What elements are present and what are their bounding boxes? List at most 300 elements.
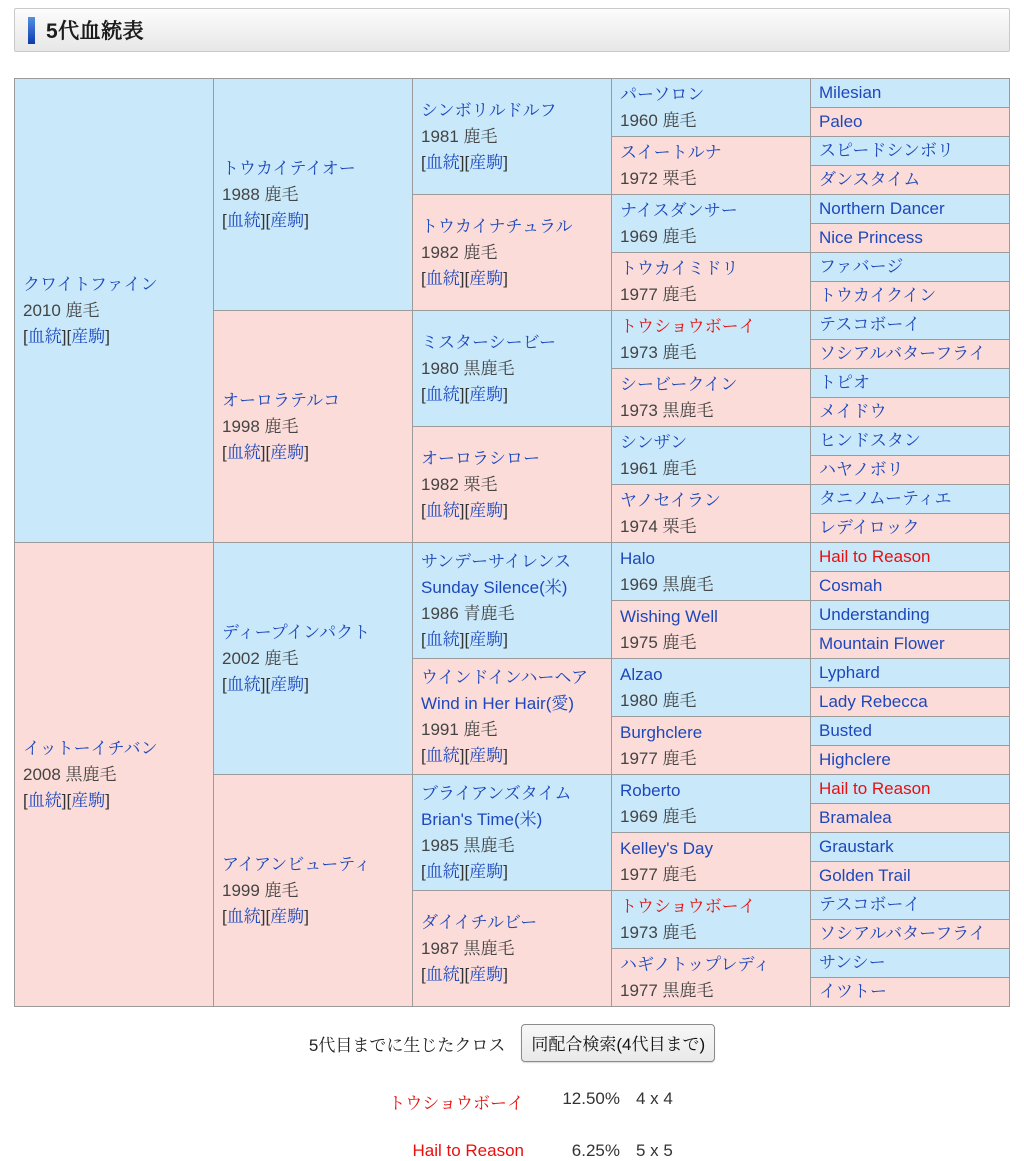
bracket-text: ] <box>503 384 508 404</box>
bracket-text: ] <box>459 629 465 649</box>
blood-link[interactable]: 血統 <box>226 442 261 462</box>
pedigree-cell <box>811 166 1010 195</box>
pedigree-cell <box>811 282 1010 311</box>
horse-name-link[interactable]: ディープインパクト <box>222 622 371 642</box>
offspring-link[interactable]: 産駒 <box>270 906 305 926</box>
horse-name-link[interactable]: シンボリルドルフ <box>421 100 557 120</box>
pedigree-cell <box>811 804 1010 833</box>
horse-info: 2010 鹿毛 <box>23 300 100 320</box>
horse-name-line <box>620 778 806 804</box>
horse-info: 1969 黒鹿毛 <box>620 574 714 594</box>
horse-name-line <box>421 98 607 124</box>
cross-pattern: 4 x 4 <box>636 1089 673 1108</box>
horse-name-link[interactable]: Nice Princess <box>819 228 923 247</box>
bracket-text: ] <box>304 210 309 230</box>
horse-name-link[interactable]: サンデーサイレンス <box>421 551 572 571</box>
pedigree-cell <box>811 514 1010 543</box>
horse-name-line <box>620 894 806 920</box>
horse-name-link[interactable]: タニノムーティエ <box>819 489 952 508</box>
horse-name-line <box>819 921 1005 947</box>
bracket-text: ] <box>304 674 309 694</box>
horse-name-line <box>819 370 1005 396</box>
horse-name-link[interactable]: クワイトファイン <box>23 274 158 294</box>
horse-info: 1986 青鹿毛 <box>421 603 515 623</box>
horse-name-link[interactable]: ウインドインハーヘア <box>421 667 588 687</box>
horse-name-line <box>819 341 1005 367</box>
blood-link[interactable]: 血統 <box>226 210 261 230</box>
horse-name-line <box>819 225 1005 251</box>
pedigree-cell <box>612 253 811 311</box>
horse-name-link[interactable]: ダイイチルビー <box>421 912 538 932</box>
horse-name-link[interactable]: Halo <box>620 548 655 568</box>
offspring-link[interactable]: 産駒 <box>71 326 106 346</box>
bracket-text: [ <box>421 268 426 288</box>
pedigree-cell <box>811 398 1010 427</box>
horse-name-line <box>819 196 1005 222</box>
horse-info: 1998 鹿毛 <box>222 416 299 436</box>
horse-name-line <box>819 660 1005 686</box>
section-header <box>14 8 1010 52</box>
pedigree-cell <box>811 543 1010 572</box>
horse-info: 1987 黒鹿毛 <box>421 938 515 958</box>
pedigree-cell <box>612 601 811 659</box>
horse-name-link[interactable]: トウカイクイン <box>819 286 937 305</box>
pedigree-cell <box>214 543 413 775</box>
pedigree-links <box>421 498 607 524</box>
horse-name-line <box>819 747 1005 773</box>
pedigree-cell <box>811 108 1010 137</box>
page-title: 5代血統表 <box>46 20 145 43</box>
horse-name-link[interactable]: テスコボーイ <box>819 315 921 334</box>
cross-horse-name[interactable]: Hail to Reason <box>412 1141 524 1160</box>
horse-name-link[interactable]: Alzao <box>620 664 663 684</box>
pedigree-cell <box>612 775 811 833</box>
horse-subname-line <box>421 691 607 717</box>
horse-name-link[interactable]: オーロラテルコ <box>222 390 341 410</box>
bracket-text: ] <box>459 861 465 881</box>
pedigree-cell <box>811 427 1010 456</box>
bracket-text: ] <box>459 964 465 984</box>
horse-name-line <box>819 602 1005 628</box>
pedigree-links <box>421 859 607 885</box>
blood-link[interactable]: 血統 <box>425 500 460 520</box>
pedigree-table <box>14 78 1010 1007</box>
horse-subname-link[interactable]: Brian's Time(米) <box>421 809 543 829</box>
bracket-text: ] <box>304 906 309 926</box>
pedigree-cell <box>811 659 1010 688</box>
bracket-text: [ <box>464 152 470 172</box>
horse-name-line <box>819 631 1005 657</box>
horse-name-link[interactable]: Lady Rebecca <box>819 692 928 711</box>
horse-name-line <box>620 662 806 688</box>
horse-info: 1982 鹿毛 <box>421 242 498 262</box>
horse-name-link[interactable]: サンシー <box>819 953 886 972</box>
blood-link[interactable]: 血統 <box>425 152 460 172</box>
pedigree-cell <box>612 369 811 427</box>
pedigree-row <box>15 543 1010 572</box>
horse-name-link[interactable]: シービークイン <box>620 374 738 394</box>
horse-name-link[interactable]: Hail to Reason <box>819 779 931 798</box>
horse-name-line <box>819 950 1005 976</box>
blood-link[interactable]: 血統 <box>425 964 460 984</box>
horse-name-line <box>819 138 1005 164</box>
horse-name-line <box>819 805 1005 831</box>
pedigree-cell <box>811 862 1010 891</box>
title-accent-bar-icon <box>28 17 35 44</box>
horse-name-link[interactable]: Busted <box>819 721 872 740</box>
pedigree-cell <box>811 630 1010 659</box>
horse-name-line <box>23 736 209 762</box>
bracket-text: [ <box>66 326 72 346</box>
pedigree-cell <box>811 891 1010 920</box>
same-mating-search-button[interactable]: 同配合検索(4代目まで) <box>521 1024 715 1062</box>
bracket-text: ] <box>503 268 508 288</box>
bracket-text: ] <box>105 790 110 810</box>
pedigree-links <box>222 672 408 698</box>
horse-name-line <box>819 283 1005 309</box>
pedigree-cell <box>811 137 1010 166</box>
horse-name-line <box>222 852 408 878</box>
pedigree-cell <box>413 79 612 195</box>
pedigree-cell <box>612 137 811 195</box>
blood-link[interactable]: 血統 <box>425 861 460 881</box>
bracket-text: ] <box>260 442 266 462</box>
horse-name-line <box>222 620 408 646</box>
bracket-text: ] <box>503 964 508 984</box>
bracket-text: [ <box>421 152 426 172</box>
horse-name-link[interactable]: ダンスタイム <box>819 170 921 189</box>
horse-name-line <box>421 446 607 472</box>
horse-name-line <box>620 488 806 514</box>
pedigree-cell <box>612 659 811 717</box>
horse-name-link[interactable]: トピオ <box>819 373 870 392</box>
horse-name-line <box>620 372 806 398</box>
pedigree-cell <box>811 949 1010 978</box>
horse-name-link[interactable]: Golden Trail <box>819 866 911 885</box>
horse-name-line <box>620 604 806 630</box>
horse-name-line <box>421 214 607 240</box>
horse-info: 1977 鹿毛 <box>620 864 697 884</box>
horse-subname-line <box>421 807 607 833</box>
horse-name-line <box>421 330 607 356</box>
horse-name-line <box>620 836 806 862</box>
bracket-text: [ <box>222 442 227 462</box>
horse-name-link[interactable]: メイドウ <box>819 402 887 421</box>
blood-link[interactable]: 血統 <box>425 268 460 288</box>
bracket-text: [ <box>265 210 271 230</box>
pedigree-cell <box>811 456 1010 485</box>
horse-name-link[interactable]: Lyphard <box>819 663 880 682</box>
horse-name-link[interactable]: Hail to Reason <box>819 547 931 566</box>
horse-info: 1977 鹿毛 <box>620 284 697 304</box>
horse-name-line <box>620 198 806 224</box>
pedigree-cell <box>811 195 1010 224</box>
pedigree-cell <box>811 978 1010 1007</box>
pedigree-cell <box>413 659 612 775</box>
blood-link[interactable]: 血統 <box>425 629 460 649</box>
horse-name-line <box>819 776 1005 802</box>
pedigree-cell <box>811 746 1010 775</box>
pedigree-cell <box>413 775 612 891</box>
blood-link[interactable]: 血統 <box>425 384 460 404</box>
horse-info: 1977 鹿毛 <box>620 748 697 768</box>
horse-name-link[interactable]: Roberto <box>620 780 681 800</box>
bracket-text: ] <box>61 790 67 810</box>
pedigree-cell <box>811 572 1010 601</box>
bracket-text: ] <box>61 326 67 346</box>
horse-name-link[interactable]: イットーイチバン <box>23 738 158 758</box>
horse-name-line <box>222 156 408 182</box>
pedigree-cell <box>811 717 1010 746</box>
bracket-text: ] <box>260 674 266 694</box>
horse-name-link[interactable]: Graustark <box>819 837 894 856</box>
pedigree-cell <box>612 833 811 891</box>
cross-pattern: 5 x 5 <box>636 1141 673 1160</box>
offspring-link[interactable]: 産駒 <box>270 674 305 694</box>
horse-name-link[interactable]: ミスターシービー <box>421 332 556 352</box>
horse-name-link[interactable]: シンザン <box>620 432 688 452</box>
horse-info: 1980 黒鹿毛 <box>421 358 515 378</box>
horse-info: 2008 黒鹿毛 <box>23 764 117 784</box>
blood-link[interactable]: 血統 <box>27 326 62 346</box>
pedigree-cell <box>612 543 811 601</box>
horse-name-line <box>819 457 1005 483</box>
horse-name-link[interactable]: ソシアルバターフライ <box>819 344 986 363</box>
pedigree-cell <box>612 195 811 253</box>
pedigree-links <box>421 382 607 408</box>
pedigree-cell <box>612 79 811 137</box>
cross-caption: 5代目までに生じたクロス <box>308 1035 506 1055</box>
horse-info: 1973 黒鹿毛 <box>620 400 714 420</box>
bracket-text: [ <box>23 790 28 810</box>
bracket-text: [ <box>222 906 227 926</box>
horse-name-link[interactable]: パーソロン <box>620 84 705 104</box>
cross-percent: 6.25% <box>571 1141 620 1160</box>
blood-link[interactable]: 血統 <box>226 674 261 694</box>
horse-name-line <box>819 486 1005 512</box>
horse-info: 1985 黒鹿毛 <box>421 835 515 855</box>
horse-name-line <box>819 399 1005 425</box>
horse-name-line <box>819 718 1005 744</box>
horse-name-link[interactable]: Milesian <box>819 83 882 102</box>
bracket-text: ] <box>459 152 465 172</box>
pedigree-cell <box>612 311 811 369</box>
horse-name-line <box>620 546 806 572</box>
horse-name-line <box>620 720 806 746</box>
horse-name-link[interactable]: Mountain Flower <box>819 634 945 653</box>
horse-name-line <box>819 312 1005 338</box>
bracket-text: [ <box>421 500 426 520</box>
horse-name-link[interactable]: Bramalea <box>819 808 892 827</box>
horse-name-link[interactable]: ヒンドスタン <box>819 431 921 450</box>
pedigree-cell <box>413 311 612 427</box>
bracket-text: [ <box>421 861 426 881</box>
bracket-text: [ <box>222 210 227 230</box>
bracket-text: [ <box>464 745 470 765</box>
offspring-link[interactable]: 産駒 <box>469 500 504 520</box>
bracket-text: ] <box>503 500 508 520</box>
horse-name-line <box>421 549 607 575</box>
pedigree-links <box>222 208 408 234</box>
pedigree-links <box>222 440 408 466</box>
bracket-text: ] <box>304 442 309 462</box>
pedigree-cell <box>811 485 1010 514</box>
offspring-link[interactable]: 産駒 <box>469 964 504 984</box>
blood-link[interactable]: 血統 <box>226 906 261 926</box>
horse-name-line <box>819 109 1005 135</box>
horse-name-link[interactable]: Northern Dancer <box>819 199 945 218</box>
horse-name-line <box>421 781 607 807</box>
bracket-text: [ <box>265 906 271 926</box>
horse-name-line <box>620 82 806 108</box>
horse-name-link[interactable]: Understanding <box>819 605 930 624</box>
horse-info: 1991 鹿毛 <box>421 719 498 739</box>
horse-subname-link[interactable]: Sunday Silence(米) <box>421 577 568 597</box>
pedigree-links <box>421 743 607 769</box>
blood-link[interactable]: 血統 <box>425 745 460 765</box>
bracket-text: ] <box>105 326 110 346</box>
offspring-link[interactable]: 産駒 <box>469 629 504 649</box>
offspring-link[interactable]: 産駒 <box>270 442 305 462</box>
horse-name-link[interactable]: Burghclere <box>620 722 703 742</box>
horse-name-line <box>23 272 209 298</box>
horse-info: 1977 黒鹿毛 <box>620 980 714 1000</box>
horse-name-line <box>819 689 1005 715</box>
horse-name-line <box>620 430 806 456</box>
pedigree-cell <box>612 485 811 543</box>
pedigree-cell <box>214 311 413 543</box>
horse-name-link[interactable]: ファバージ <box>819 257 904 276</box>
bracket-text: [ <box>464 384 470 404</box>
cross-search-bar <box>14 1024 1010 1062</box>
horse-name-line <box>819 167 1005 193</box>
horse-name-link[interactable]: トウショウボーイ <box>620 896 756 916</box>
horse-name-link[interactable]: レデイロック <box>819 518 920 537</box>
horse-name-line <box>819 80 1005 106</box>
horse-name-link[interactable]: ソシアルバターフライ <box>819 924 986 943</box>
horse-name-link[interactable]: テスコボーイ <box>819 895 921 914</box>
cross-horse-name[interactable]: トウショウボーイ <box>388 1094 524 1113</box>
pedigree-cell <box>811 224 1010 253</box>
pedigree-cell <box>612 717 811 775</box>
pedigree-cell <box>811 833 1010 862</box>
horse-name-link[interactable]: トウカイミドリ <box>620 258 739 278</box>
pedigree-cell <box>413 891 612 1007</box>
horse-name-line <box>421 665 607 691</box>
horse-name-link[interactable]: イツトー <box>819 982 887 1001</box>
horse-name-link[interactable]: ブライアンズタイム <box>421 783 572 803</box>
bracket-text: [ <box>464 268 470 288</box>
bracket-text: [ <box>464 861 470 881</box>
horse-name-link[interactable]: ハギノトップレディ <box>620 954 771 974</box>
pedigree-row <box>15 79 1010 108</box>
horse-name-line <box>620 256 806 282</box>
pedigree-cell <box>811 369 1010 398</box>
cross-row <box>14 1089 1010 1114</box>
bracket-text: [ <box>265 674 271 694</box>
horse-name-line <box>819 834 1005 860</box>
horse-name-link[interactable]: Highclere <box>819 750 891 769</box>
pedigree-links <box>421 266 607 292</box>
pedigree-cell <box>811 601 1010 630</box>
pedigree-cell <box>612 949 811 1007</box>
horse-name-link[interactable]: スピードシンボリ <box>819 141 954 160</box>
horse-info: 1961 鹿毛 <box>620 458 697 478</box>
pedigree-cell <box>214 775 413 1007</box>
horse-name-link[interactable]: Paleo <box>819 112 863 131</box>
horse-name-link[interactable]: Wishing Well <box>620 606 718 626</box>
horse-name-line <box>819 515 1005 541</box>
offspring-link[interactable]: 産駒 <box>270 210 305 230</box>
pedigree-cell <box>15 543 214 1007</box>
horse-name-link[interactable]: オーロラシロー <box>421 448 540 468</box>
horse-name-line <box>819 544 1005 570</box>
offspring-link[interactable]: 産駒 <box>469 384 504 404</box>
bracket-text: [ <box>265 442 271 462</box>
horse-info: 2002 鹿毛 <box>222 648 299 668</box>
bracket-text: [ <box>421 384 426 404</box>
horse-name-link[interactable]: Kelley's Day <box>620 838 714 858</box>
horse-name-link[interactable]: ヤノセイラン <box>620 490 721 510</box>
horse-name-line <box>819 428 1005 454</box>
horse-info: 1969 鹿毛 <box>620 806 697 826</box>
cross-percent: 12.50% <box>562 1089 620 1108</box>
bracket-text: [ <box>421 629 426 649</box>
offspring-link[interactable]: 産駒 <box>469 745 504 765</box>
horse-name-line <box>819 254 1005 280</box>
horse-name-link[interactable]: ナイスダンサー <box>620 200 738 220</box>
horse-name-link[interactable]: Cosmah <box>819 576 883 595</box>
horse-name-link[interactable]: トウカイナチュラル <box>421 216 573 236</box>
offspring-link[interactable]: 産駒 <box>71 790 106 810</box>
bracket-text: ] <box>459 384 465 404</box>
horse-info: 1981 鹿毛 <box>421 126 498 146</box>
bracket-text: [ <box>421 745 426 765</box>
horse-subname-link[interactable]: Wind in Her Hair(愛) <box>421 693 575 713</box>
horse-name-link[interactable]: アイアンビューティ <box>222 854 371 874</box>
horse-info: 1988 鹿毛 <box>222 184 299 204</box>
bracket-text: ] <box>503 629 508 649</box>
offspring-link[interactable]: 産駒 <box>469 152 504 172</box>
blood-link[interactable]: 血統 <box>27 790 62 810</box>
pedigree-cell <box>811 311 1010 340</box>
pedigree-cell <box>811 253 1010 282</box>
horse-name-link[interactable]: トウショウボーイ <box>620 316 756 336</box>
bracket-text: ] <box>260 906 266 926</box>
bracket-text: ] <box>459 500 465 520</box>
bracket-text: [ <box>23 326 28 346</box>
pedigree-cell <box>413 427 612 543</box>
pedigree-cell <box>811 688 1010 717</box>
horse-name-link[interactable]: トウカイテイオー <box>222 158 356 178</box>
offspring-link[interactable]: 産駒 <box>469 861 504 881</box>
horse-name-link[interactable]: ハヤノボリ <box>819 460 904 479</box>
horse-info: 1975 鹿毛 <box>620 632 697 652</box>
offspring-link[interactable]: 産駒 <box>469 268 504 288</box>
horse-name-line <box>819 979 1005 1005</box>
pedigree-cell <box>15 79 214 543</box>
pedigree-table-body <box>15 79 1010 1007</box>
horse-info: 1973 鹿毛 <box>620 922 697 942</box>
cross-row <box>14 1141 1010 1161</box>
pedigree-links <box>421 627 607 653</box>
bracket-text: [ <box>464 629 470 649</box>
horse-name-link[interactable]: スイートルナ <box>620 142 722 162</box>
bracket-text: [ <box>464 500 470 520</box>
horse-info: 1999 鹿毛 <box>222 880 299 900</box>
bracket-text: ] <box>503 745 508 765</box>
horse-name-line <box>620 952 806 978</box>
